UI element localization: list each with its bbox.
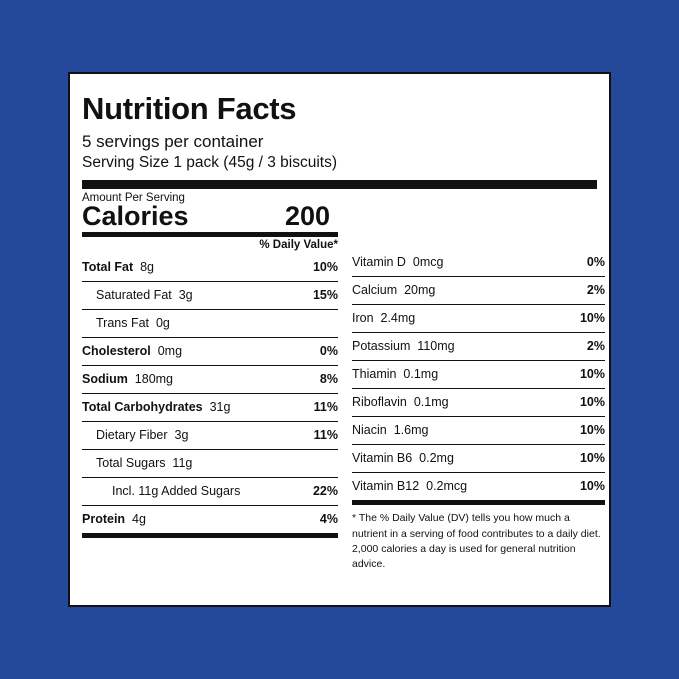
nutrient-label: Calcium (352, 283, 398, 298)
nutrient-name (96, 288, 193, 303)
nutrient-amount: 31g (202, 400, 231, 415)
nutrient-amount: 4g (125, 512, 146, 527)
nutrient-daily-value: 10% (579, 451, 605, 466)
nutrient-name (82, 372, 173, 387)
nutrient-daily-value: 0% (319, 344, 338, 359)
nutrient-amount: 3g (167, 428, 189, 443)
nutrient-name (352, 423, 428, 438)
table-row (352, 249, 605, 276)
footnote: * The % Daily Value (DV) tells you how much a nutrient in a serving of food contributes to a daily diet. 2,000 calories a day is used for general nutrition advice. (352, 500, 605, 572)
right-nutrient-rows (352, 249, 605, 500)
divider-left-bottom (82, 533, 338, 538)
nutrient-amount: 3g (171, 288, 193, 303)
nutrient-daily-value: 10% (579, 423, 605, 438)
table-row (352, 276, 605, 304)
nutrition-facts-inner (82, 84, 605, 595)
nutrient-label: Saturated Fat (96, 288, 172, 303)
nutrition-facts-panel (68, 72, 611, 607)
table-row (82, 393, 338, 421)
right-column-spacer (352, 232, 605, 249)
nutrient-name (82, 260, 154, 275)
nutrient-name (112, 484, 240, 499)
table-row (352, 332, 605, 360)
nutrient-label: Riboflavin (352, 395, 407, 410)
nutrient-name (352, 339, 455, 354)
nutrient-name (96, 316, 170, 331)
divider-thick-top (82, 180, 597, 189)
nutrient-label: Trans Fat (96, 316, 150, 331)
table-row (352, 472, 605, 500)
nutrient-daily-value: 2% (586, 339, 605, 354)
nutrient-amount: 0mg (150, 344, 183, 359)
nutrient-daily-value: 8% (319, 372, 338, 387)
nutrient-name (96, 428, 188, 443)
nutrient-label: Sodium (82, 372, 128, 387)
nutrient-name (352, 479, 467, 494)
nutrient-daily-value: 0% (586, 255, 605, 270)
nutrient-daily-value: 11% (313, 428, 338, 443)
nutrient-amount: 180mg (127, 372, 174, 387)
nutrient-daily-value: 10% (579, 311, 605, 326)
left-nutrient-rows (82, 254, 338, 538)
table-row (352, 444, 605, 472)
nutrient-label: Vitamin B6 (352, 451, 413, 466)
daily-value-header: % Daily Value* (259, 239, 338, 252)
nutrient-label: Total Sugars (96, 456, 166, 471)
nutrient-name (352, 367, 438, 382)
nutrient-name (352, 255, 443, 270)
nutrient-amount: 0.2mg (412, 451, 454, 466)
nutrient-label: Total Fat (82, 260, 134, 275)
table-row (82, 365, 338, 393)
nutrient-columns (82, 232, 605, 572)
nutrient-label: Dietary Fiber (96, 428, 168, 443)
table-row (82, 477, 338, 505)
left-nutrient-column (82, 232, 338, 572)
table-row (82, 254, 338, 281)
nutrient-name (82, 512, 146, 527)
nutrient-name (82, 400, 230, 415)
table-row (352, 304, 605, 332)
nutrient-name (82, 344, 182, 359)
nutrient-label: Vitamin B12 (352, 479, 420, 494)
table-row (352, 360, 605, 388)
nutrient-amount: 20mg (397, 283, 436, 298)
nutrient-daily-value: 2% (586, 283, 605, 298)
calories-label: Calories (82, 201, 189, 232)
nutrient-daily-value: 15% (312, 288, 338, 303)
nutrient-label: Thiamin (352, 367, 397, 382)
nutrient-amount: 8g (133, 260, 155, 275)
column-gap (338, 232, 352, 572)
table-row (352, 388, 605, 416)
page-title: Nutrition Facts (82, 91, 297, 126)
nutrient-daily-value: 4% (319, 512, 338, 527)
table-row (82, 421, 338, 449)
nutrient-label: Cholesterol (82, 344, 151, 359)
nutrient-name (352, 311, 415, 326)
nutrient-label: Potassium (352, 339, 411, 354)
table-row (352, 416, 605, 444)
servings-per-container: 5 servings per container (82, 132, 264, 152)
nutrient-amount: 0.1mg (406, 395, 449, 410)
table-row (82, 505, 338, 533)
amount-per-serving-label: Amount Per Serving (82, 192, 185, 205)
nutrient-amount: 1.6mg (386, 423, 429, 438)
table-row (82, 309, 338, 337)
nutrient-label: Total Carbohydrates (82, 400, 203, 415)
serving-size: Serving Size 1 pack (45g / 3 biscuits) (82, 154, 338, 172)
nutrient-amount: 2.4mg (373, 311, 416, 326)
nutrient-label: Iron (352, 311, 374, 326)
nutrient-daily-value: 10% (579, 395, 605, 410)
nutrient-daily-value: 11% (313, 400, 338, 415)
nutrient-amount: 0mcg (405, 255, 444, 270)
nutrient-label: Niacin (352, 423, 387, 438)
table-row (82, 449, 338, 477)
nutrient-name (352, 283, 435, 298)
nutrient-amount: 0.1mg (396, 367, 439, 382)
nutrient-amount: 110mg (410, 339, 455, 354)
nutrient-label: Incl. 11g Added Sugars (112, 484, 241, 499)
nutrient-name (352, 451, 454, 466)
nutrient-daily-value: 10% (579, 479, 605, 494)
calories-value: 200 (284, 201, 330, 232)
nutrient-daily-value: 22% (312, 484, 338, 499)
table-row (82, 337, 338, 365)
nutrient-label: Vitamin D (352, 255, 406, 270)
nutrient-label: Protein (82, 512, 126, 527)
right-nutrient-column (352, 232, 605, 572)
nutrient-daily-value: 10% (312, 260, 338, 275)
table-row (82, 281, 338, 309)
calories-row (82, 202, 330, 230)
nutrient-daily-value: 10% (579, 367, 605, 382)
nutrient-name (96, 456, 192, 471)
nutrient-amount: 0g (149, 316, 170, 331)
nutrient-amount: 0.2mcg (419, 479, 468, 494)
nutrient-amount: 11g (165, 456, 193, 471)
nutrient-name (352, 395, 449, 410)
